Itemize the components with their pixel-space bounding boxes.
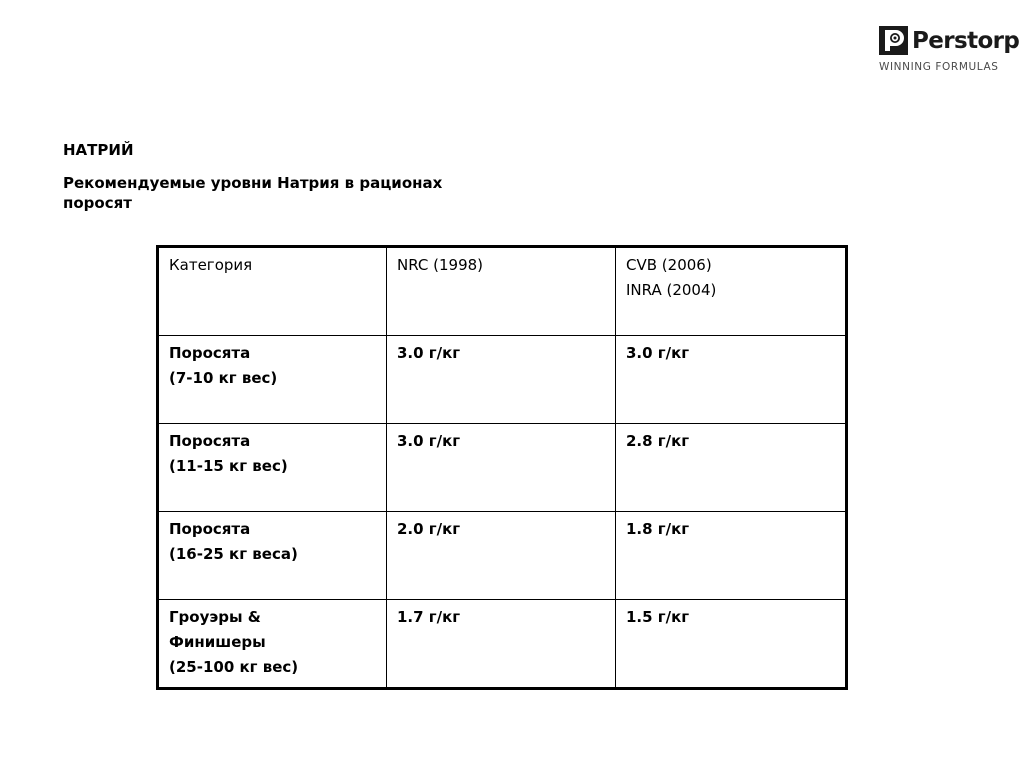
- nrc-value-cell: [387, 424, 616, 512]
- header-cvb-inra-cell: [616, 247, 847, 336]
- category-cell: [158, 424, 387, 512]
- header-category-text: Категория: [169, 256, 253, 274]
- cvb-inra-value: 3.0 г/кг: [626, 344, 690, 362]
- perstorp-logo-icon: [879, 26, 908, 55]
- category-text: Гроуэры &: [169, 608, 261, 626]
- nrc-value-cell: [387, 512, 616, 600]
- nrc-value-cell: [387, 336, 616, 424]
- page-subtitle: Рекомендуемые уровни Натрия в рационах поросят: [63, 174, 443, 212]
- category-weight-text: (16-25 кг веса): [169, 545, 298, 563]
- category-cell: [158, 336, 387, 424]
- header-category-cell: [158, 247, 387, 336]
- cvb-inra-value: 1.5 г/кг: [626, 608, 690, 626]
- category-weight-text: (7-10 кг вес): [169, 369, 278, 387]
- category-text-line-2: Финишеры: [169, 633, 266, 651]
- header-cvb-text: CVB (2006): [626, 256, 712, 274]
- logo-tagline: WINNING FORMULAS: [879, 61, 999, 73]
- category-weight-text: (25-100 кг вес): [169, 658, 299, 676]
- category-cell: [158, 512, 387, 600]
- cvb-inra-value: 1.8 г/кг: [626, 520, 690, 538]
- table-row: [158, 600, 847, 689]
- nrc-value-cell: [387, 600, 616, 689]
- table-row: [158, 336, 847, 424]
- nrc-value: 3.0 г/кг: [397, 432, 461, 450]
- page-title: НАТРИЙ: [63, 141, 134, 159]
- sodium-levels-table: [156, 245, 848, 690]
- header-inra-text: INRA (2004): [626, 281, 717, 299]
- perstorp-logo: [879, 26, 1020, 76]
- category-weight-text: (11-15 кг вес): [169, 457, 288, 475]
- logo-wordmark: Perstorp: [912, 28, 1020, 54]
- header-nrc-cell: [387, 247, 616, 336]
- table-header-row: [158, 247, 847, 336]
- cvb-inra-value-cell: [616, 512, 847, 600]
- cvb-inra-value-cell: [616, 336, 847, 424]
- header-nrc-text: NRC (1998): [397, 256, 484, 274]
- cvb-inra-value-cell: [616, 424, 847, 512]
- nrc-value: 2.0 г/кг: [397, 520, 461, 538]
- nrc-value: 1.7 г/кг: [397, 608, 461, 626]
- table-row: [158, 424, 847, 512]
- cvb-inra-value-cell: [616, 600, 847, 689]
- cvb-inra-value: 2.8 г/кг: [626, 432, 690, 450]
- category-text: Поросята: [169, 344, 251, 362]
- category-text: Поросята: [169, 432, 251, 450]
- category-cell: [158, 600, 387, 689]
- nrc-value: 3.0 г/кг: [397, 344, 461, 362]
- table-row: [158, 512, 847, 600]
- category-text: Поросята: [169, 520, 251, 538]
